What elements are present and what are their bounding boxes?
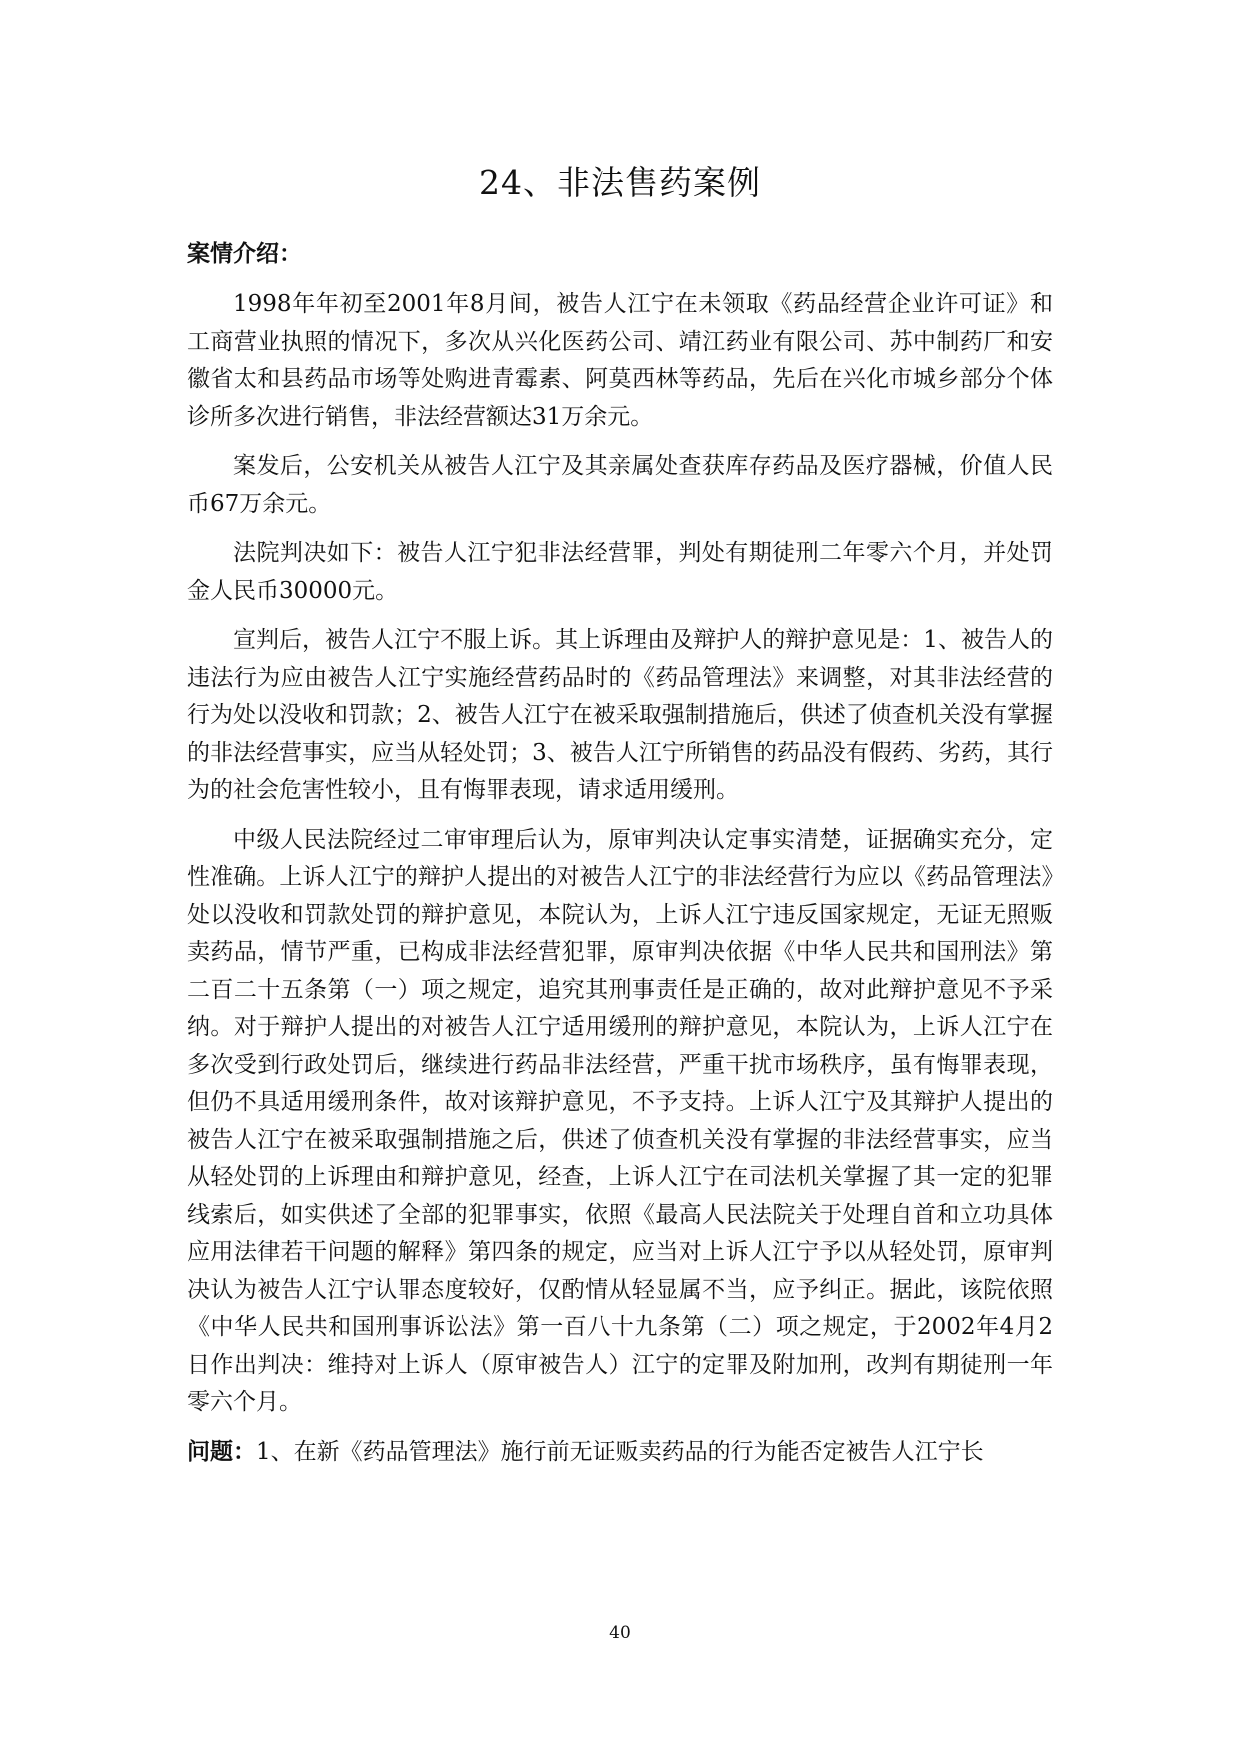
section-heading: 案情介绍：: [187, 241, 302, 267]
paragraph-case-facts: 1998年年初至2001年8月间，被告人江宁在未领取《药品经营企业许可证》和工商营业执照的情况下，多次从兴化医药公司、靖江药业有限公司、苏中制药厂和安徽省太和县药品市场等处购进青霉素、阿莫西林等药品，先后在兴化市城乡部分个体诊所多次进行销售，非法经营额达31万余元。: [187, 291, 1053, 430]
question-label: 问题：: [187, 1438, 256, 1465]
document-title: 24、非法售药案例: [479, 163, 761, 202]
document-body: [187, 286, 1053, 1471]
page-number: 40: [609, 1623, 631, 1643]
paragraph-second-instance: 中级人民法院经过二审审理后认为，原审判决认定事实清楚，证据确实充分，定性准确。上诉人江宁的辩护人提出的对被告人江宁的非法经营行为应以《药品管理法》处以没收和罚款处罚的辩护意见，本院认为，上诉人江宁违反国家规定，无证无照贩卖药品，情节严重，已构成非法经营犯罪，原审判决依据《中华人民共和国刑法》第二百二十五条第（一）项之规定，追究其刑事责任是正确的，故对此辩护意见不予采纳。对于辩护人提出的对被告人江宁适用缓刑的辩护意见，本院认为，上诉人江宁在多次受到行政处罚后，继续进行药品非法经营，严重干扰市场秩序，虽有悔罪表现，但仍不具适用缓刑条件，故对该辩护意见，不予支持。上诉人江宁及其辩护人提出的被告人江宁在被采取强制措施之后，供述了侦查机关没有掌握的非法经营事实，应当从轻处罚的上诉理由和辩护意见，经查，上诉人江宁在司法机关掌握了其一定的犯罪线索后，如实供述了全部的犯罪事实，依照《最高人民法院关于处理自首和立功具体应用法律若干问题的解释》第四条的规定，应当对上诉人江宁予以从轻处罚，原审判决认为被告人江宁认罪态度较好，仅酌情从轻显属不当，应予纠正。据此，该院依照《中华人民共和国刑事诉讼法》第一百八十九条第（二）项之规定，于2002年4月2日作出判决：维持对上诉人（原审被告人）江宁的定罪及附加刑，改判有期徒刑一年零六个月。: [187, 826, 1053, 1415]
question-line: [187, 1434, 1053, 1472]
paragraph-seized-goods: 案发后，公安机关从被告人江宁及其亲属处查获库存药品及医疗器械，价值人民币67万余元。: [187, 453, 1053, 517]
paragraph-first-judgment: 法院判决如下：被告人江宁犯非法经营罪，判处有期徒刑二年零六个月，并处罚金人民币30000元。: [187, 540, 1053, 604]
paragraph-appeal-grounds: 宣判后，被告人江宁不服上诉。其上诉理由及辩护人的辩护意见是：1、被告人的违法行为应由被告人江宁实施经营药品时的《药品管理法》来调整，对其非法经营的行为处以没收和罚款；2、被告人江宁在被采取强制措施后，供述了侦查机关没有掌握的非法经营事实，应当从轻处罚；3、被告人江宁所销售的药品没有假药、劣药，其行为的社会危害性较小，且有悔罪表现，请求适用缓刑。: [187, 627, 1053, 803]
question-text: 1、在新《药品管理法》施行前无证贩卖药品的行为能否定被告人江宁长: [256, 1438, 984, 1465]
